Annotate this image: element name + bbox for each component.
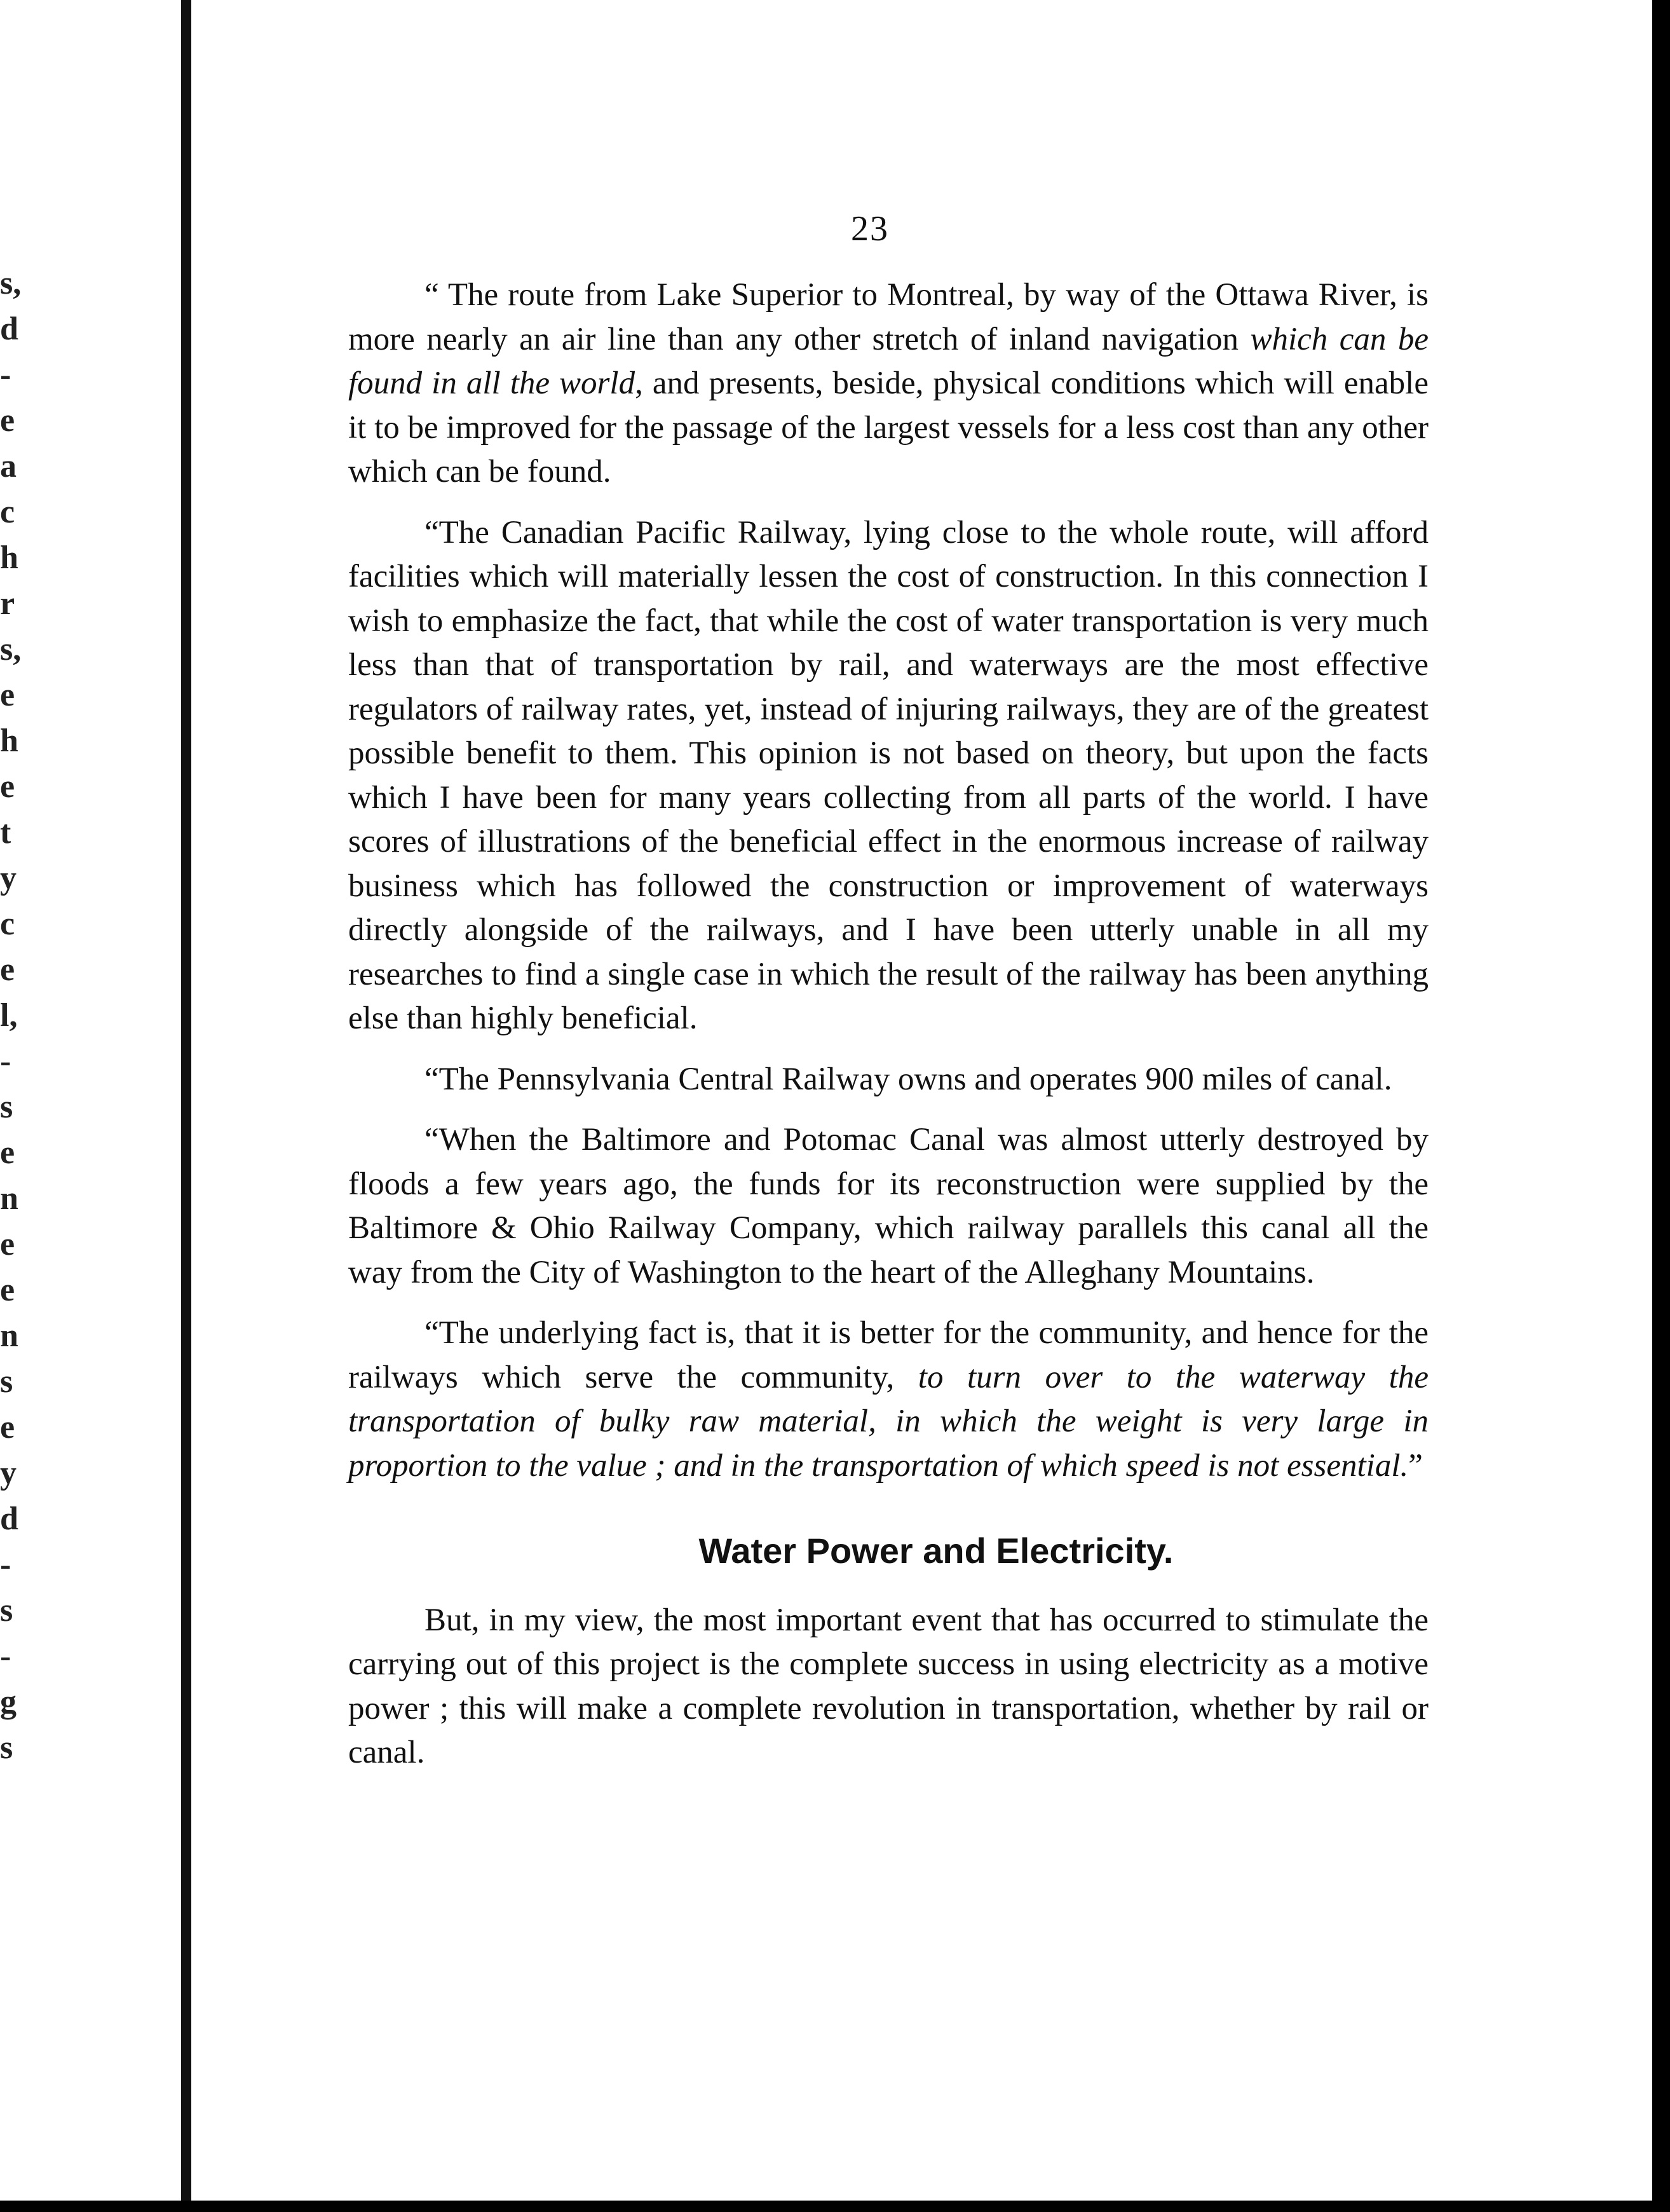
margin-fragment: r (0, 585, 15, 622)
scan-border-bottom (0, 2201, 1670, 2212)
paragraph-text: “The underlying fact is, that it is better for the community, and hence for the railways which serve the community, (348, 1315, 1429, 1395)
margin-fragment: e (0, 1226, 15, 1262)
paragraph-text: , and presents, beside, physical conditions which will enable it to be improved for the passage of the largest vessels for a less cost than any other which can be found. (348, 365, 1429, 489)
margin-fragment: y (0, 1455, 17, 1491)
page-body (348, 273, 1429, 1792)
paragraph-text: ” (1408, 1447, 1423, 1484)
margin-fragment: g (0, 1684, 17, 1720)
margin-fragment: c (0, 906, 15, 942)
margin-fragment: a (0, 448, 17, 484)
margin-fragment: - (0, 1638, 11, 1674)
body-paragraph (348, 511, 1429, 1041)
page-number: 23 (851, 209, 889, 249)
margin-fragment: e (0, 402, 15, 439)
margin-fragment: - (0, 1043, 11, 1079)
quotation-block (348, 273, 1429, 1488)
scan-border-right (1652, 0, 1670, 2212)
body-paragraph (348, 1311, 1429, 1488)
margin-fragment: y (0, 860, 17, 896)
italic-text: which can be found in all the world (348, 321, 1429, 401)
margin-fragment: e (0, 1135, 15, 1171)
margin-fragment: e (0, 952, 15, 988)
margin-fragment: s (0, 1089, 13, 1125)
margin-fragment: - (0, 1546, 11, 1583)
margin-fragment: s, (0, 265, 22, 301)
paragraph-text: “ The route from Lake Superior to Montreal, by way of the Ottawa River, is more nearly an air line than any other stretch of inland navigation (348, 277, 1429, 357)
body-paragraph (348, 1118, 1429, 1295)
margin-fragment: n (0, 1180, 18, 1217)
section-paragraph: But, in my view, the most important event that has occurred to stimulate the carrying out of this project is the complete success in using electricity as a motive power ; this will make a complete revolution in transportation, whether by rail or canal. (348, 1602, 1429, 1770)
body-paragraph (348, 273, 1429, 495)
margin-fragment: s, (0, 631, 22, 667)
margin-fragment: e (0, 768, 15, 805)
margin-fragment: d (0, 311, 18, 347)
margin-fragment: e (0, 677, 15, 713)
margin-fragment: d (0, 1501, 18, 1537)
margin-fragment: - (0, 357, 11, 393)
margin-fragment: h (0, 723, 18, 759)
margin-fragment: s (0, 1730, 13, 1766)
section-heading: Water Power and Electricity. (698, 1531, 1174, 1571)
italic-text: to turn over to the waterway the transportation of bulky raw material, in which the weight is very large in proportion to the value ; and in the transportation of which speed is not essential. (348, 1359, 1429, 1484)
margin-fragment: c (0, 494, 15, 530)
paragraph-text: “When the Baltimore and Potomac Canal was almost utterly destroyed by floods a few years ago, the funds for its reconstruction were supplied by the Baltimore & Ohio Railway Company, which railway parallels this canal all the way from the City of Washington to the heart of the Alleghany Mountains. (348, 1122, 1429, 1290)
margin-fragment: t (0, 814, 11, 850)
paragraph-text: “The Canadian Pacific Railway, lying close to the whole route, will afford facilities which will materially lessen the cost of construction. In this connection I wish to emphasize the fact, that while the cost of water transportation is very much less than that of transportation by rail, and waterways are the most effective regulators of railway rates, yet, instead of injuring railways, they are of the greatest possible benefit to them. This opinion is not based on theory, but upon the facts which I have been for many years collecting from all parts of the world. I have scores of illustrations of the beneficial effect in the enormous increase of railway business which has followed the construction or improvement of waterways directly alongside of the railways, and I have been utterly unable in all my researches to find a single case in which the result of the railway has been anything else than highly beneficial. (348, 514, 1429, 1036)
facing-page-fragments (0, 261, 25, 1771)
margin-fragment: s (0, 1592, 13, 1628)
facing-page-edge (0, 0, 191, 2212)
paragraph-text: “The Pennsylvania Central Railway owns and operates 900 miles of canal. (424, 1061, 1392, 1097)
margin-fragment: l, (0, 997, 18, 1034)
margin-fragment: e (0, 1409, 15, 1445)
margin-fragment: e (0, 1272, 15, 1308)
body-paragraph (348, 1058, 1429, 1102)
margin-fragment: n (0, 1318, 18, 1354)
margin-fragment: h (0, 540, 18, 576)
page-gutter (181, 0, 191, 2212)
margin-fragment: s (0, 1363, 13, 1400)
